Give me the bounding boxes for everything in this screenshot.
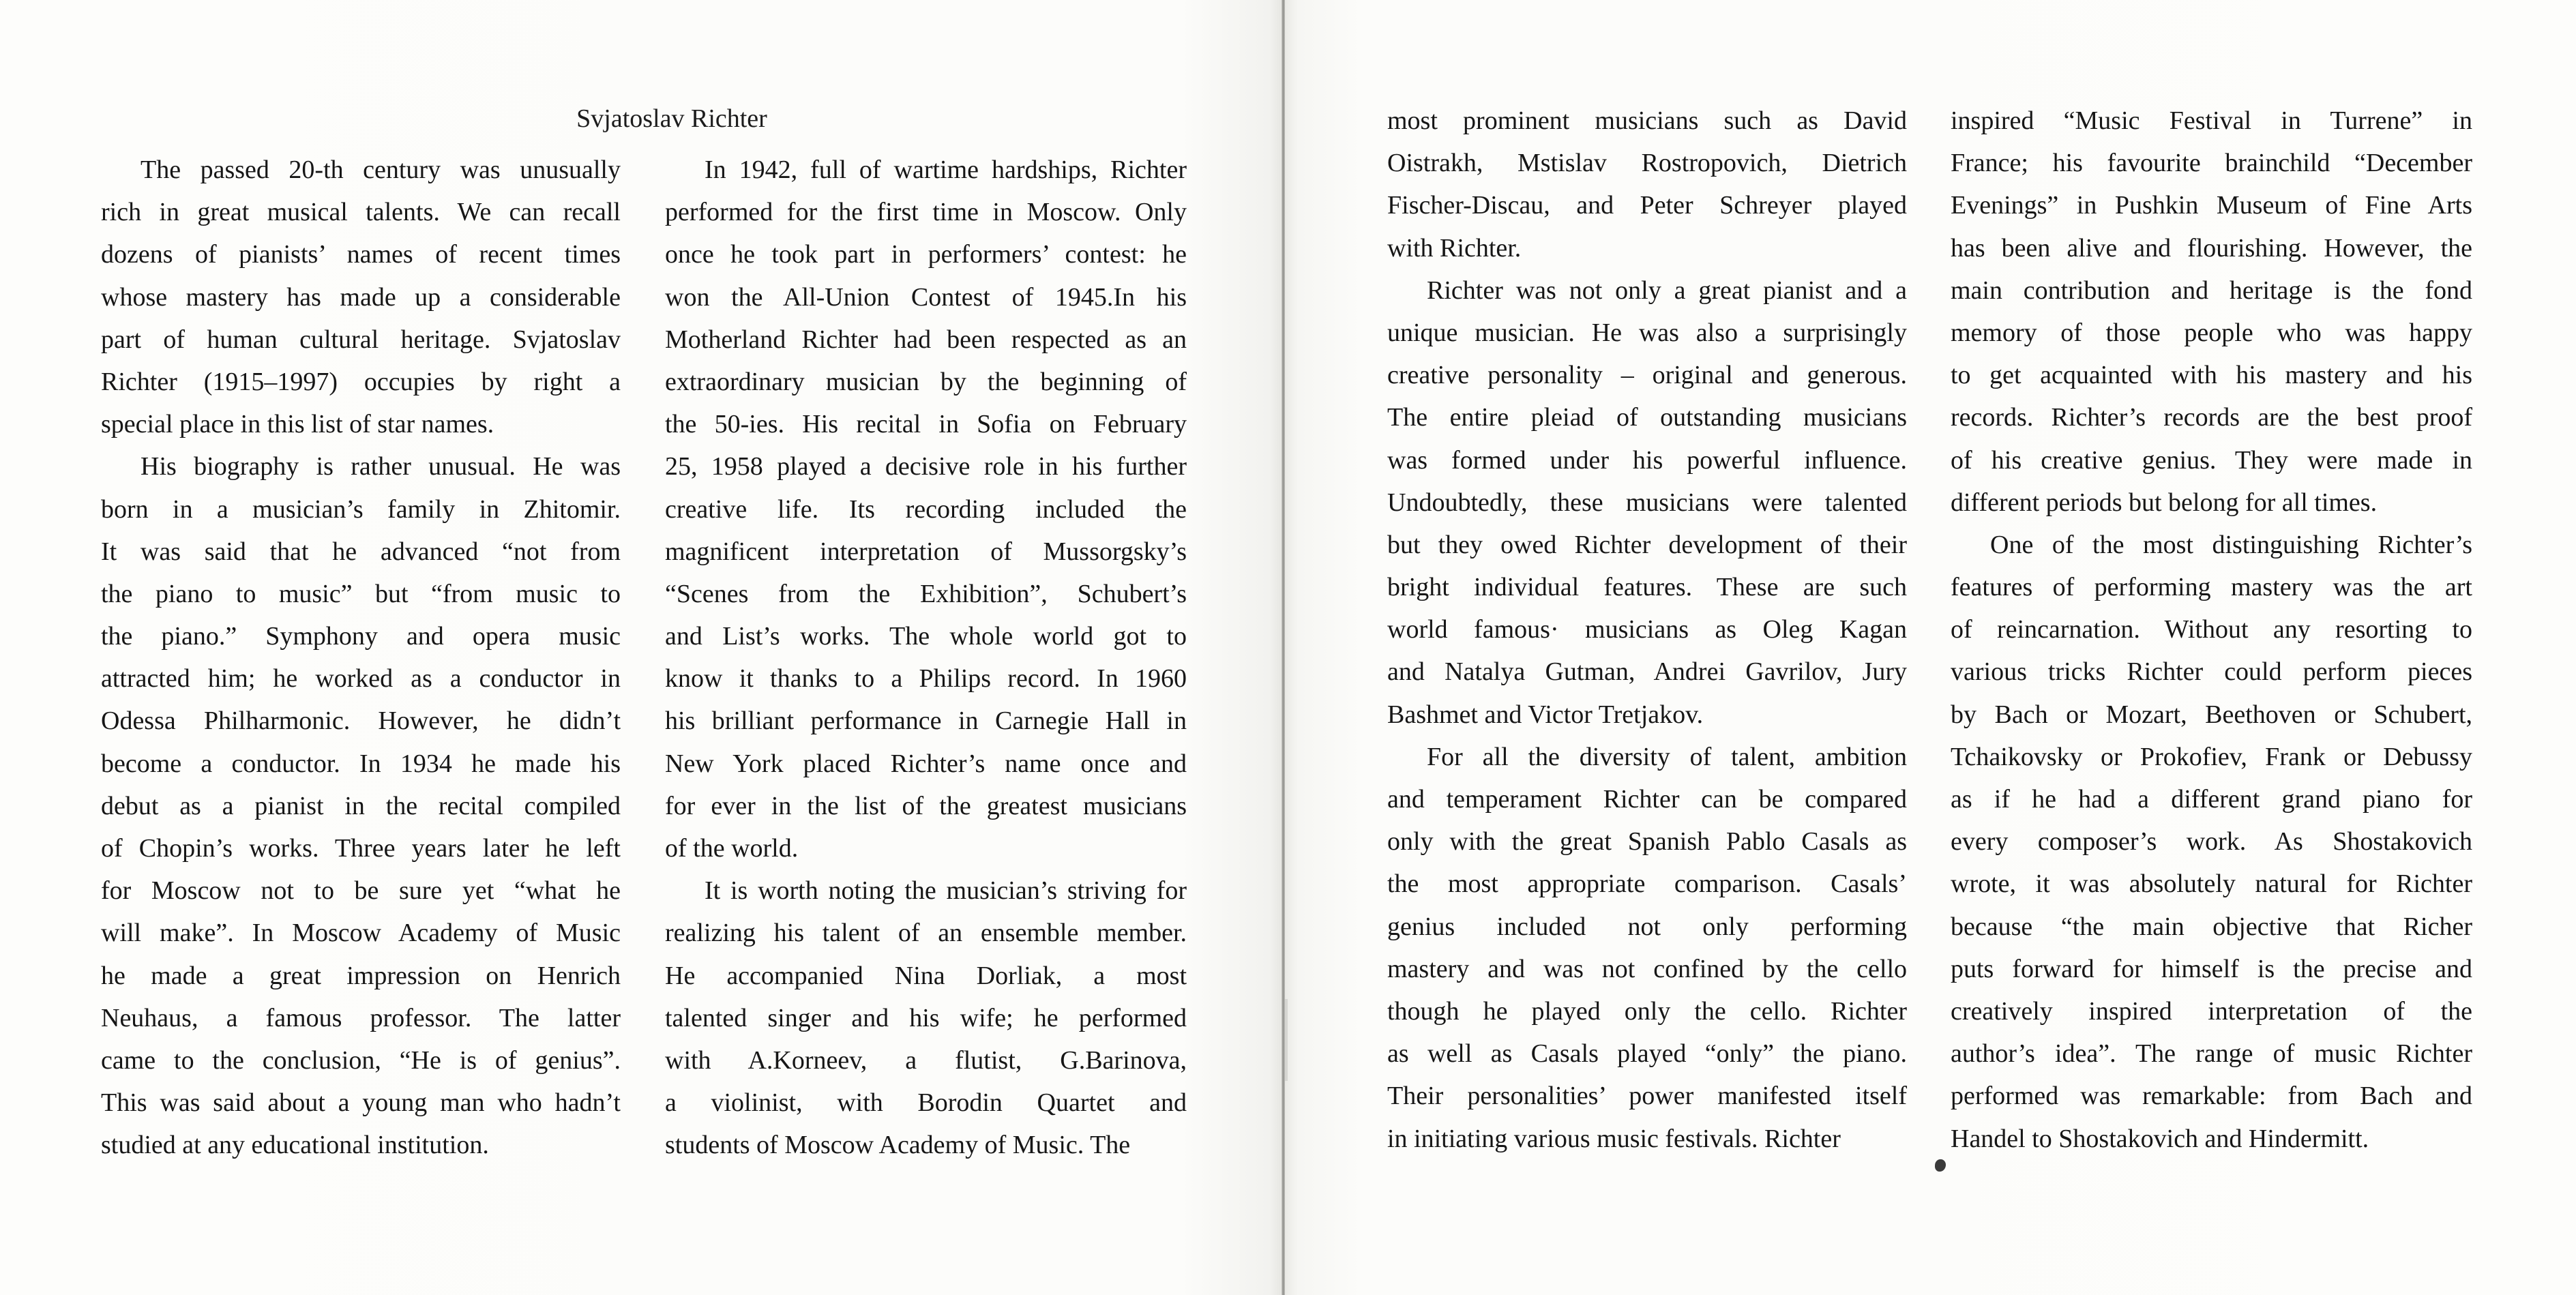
text-line: most prominent musicians such as David <box>1387 106 1907 135</box>
text-line: For all the diversity of talent, ambition <box>1427 742 1907 771</box>
text-line: creative personality – original and generous. <box>1387 361 1907 390</box>
text-line: Motherland Richter had been respected as an <box>665 325 1187 354</box>
text-column-3 <box>1387 100 1907 1160</box>
text-line: magnificent interpretation of Mussorgsky’s <box>665 537 1187 566</box>
text-line: performed was remarkable: from Bach and <box>1951 1082 2472 1111</box>
text-column-1 <box>101 149 621 1167</box>
text-line: because “the main objective that Richer <box>1951 912 2472 941</box>
text-line: of Chopin’s works. Three years later he left <box>101 834 621 863</box>
text-line: unique musician. He was also a surprisingly <box>1387 318 1907 347</box>
text-line: know it thanks to a Philips record. In 1960 <box>665 664 1187 694</box>
text-line: the 50-ies. His recital in Sofia on February <box>665 410 1187 439</box>
text-line: Tchaikovsky or Prokofiev, Frank or Debussy <box>1951 742 2472 771</box>
text-line: will make”. In Moscow Academy of Music <box>101 919 621 948</box>
text-line: Undoubtedly, these musicians were talented <box>1387 488 1907 517</box>
text-line: as if he had a different grand piano for <box>1951 785 2472 814</box>
text-line: His biography is rather unusual. He was <box>140 452 621 481</box>
text-line: New York placed Richter’s name once and <box>665 749 1187 778</box>
text-line: debut as a pianist in the recital compiled <box>101 791 621 820</box>
text-line: Evenings” in Pushkin Museum of Fine Arts <box>1951 191 2472 220</box>
text-line: In 1942, full of wartime hardships, Richter <box>705 155 1187 184</box>
text-line: a violinist, with Borodin Quartet and <box>665 1088 1187 1118</box>
text-line: whose mastery has made up a considerable <box>101 282 621 312</box>
text-line: memory of those people who was happy <box>1951 318 2472 347</box>
text-line: main contribution and heritage is the fond <box>1951 276 2472 305</box>
text-line: with Richter. <box>1387 233 1522 263</box>
text-column-2 <box>665 149 1187 1167</box>
paragraph <box>665 869 1187 1166</box>
text-line: become a conductor. In 1934 he made his <box>101 749 621 778</box>
text-line: and Natalya Gutman, Andrei Gavrilov, Jury <box>1387 657 1907 687</box>
text-line: world famous· musicians as Oleg Kagan <box>1387 615 1907 644</box>
text-line: talented singer and his wife; he performed <box>665 1003 1187 1032</box>
text-line: as well as Casals played “only” the piano. <box>1387 1039 1907 1069</box>
paragraph <box>101 149 621 445</box>
text-line: won the All-Union Contest of 1945.In his <box>665 282 1187 312</box>
text-line: for Moscow not to be sure yet “what he <box>101 876 621 906</box>
text-line: of his creative genius. They were made in <box>1951 445 2472 475</box>
paragraph <box>1387 100 1907 269</box>
text-line: inspired “Music Festival in Turrene” in <box>1951 106 2472 135</box>
text-line: author’s idea”. The range of music Richter <box>1951 1039 2472 1069</box>
text-line: Neuhaus, a famous professor. The latter <box>101 1003 621 1032</box>
crease-mark <box>1285 999 1288 1081</box>
text-line: with A.Korneev, a flutist, G.Barinova, <box>665 1045 1187 1075</box>
text-line: records. Richter’s records are the best proof <box>1951 403 2472 432</box>
text-line: by Bach or Mozart, Beethoven or Schubert, <box>1951 700 2472 729</box>
text-line: Fischer-Discau, and Peter Schreyer played <box>1387 191 1907 220</box>
text-line: in initiating various music festivals. Richter <box>1387 1124 1841 1153</box>
text-line: studied at any educational institution. <box>101 1131 489 1160</box>
text-line: only with the great Spanish Pablo Casals as <box>1387 827 1907 857</box>
text-line: “Scenes from the Exhibition”, Schubert’s <box>665 579 1187 608</box>
text-line: bright individual features. These are such <box>1387 573 1907 602</box>
text-line: puts forward for himself is the precise and <box>1951 954 2472 983</box>
text-line: Oistrakh, Mstislav Rostropovich, Dietrich <box>1387 149 1907 178</box>
text-line: once he took part in performers’ contest: he <box>665 240 1187 269</box>
paragraph <box>1387 269 1907 736</box>
text-line: 25, 1958 played a decisive role in his further <box>665 452 1187 481</box>
text-line: Bashmet and Victor Tretjakov. <box>1387 700 1704 729</box>
text-line: features of performing mastery was the art <box>1951 573 2472 602</box>
paragraph <box>1951 524 2472 1160</box>
text-line: of the world. <box>665 834 799 863</box>
text-line: This was said about a young man who hadn’t <box>101 1088 621 1118</box>
text-line: the most appropriate comparison. Casals’ <box>1387 869 1907 899</box>
text-line: rich in great musical talents. We can recall <box>101 198 621 227</box>
text-line: It was said that he advanced “not from <box>101 537 621 566</box>
paragraph <box>665 149 1187 869</box>
text-line: mastery and was not confined by the cello <box>1387 954 1907 983</box>
text-line: creatively inspired interpretation of the <box>1951 996 2472 1026</box>
paragraph <box>1951 100 2472 524</box>
text-line: performed for the first time in Moscow. Only <box>665 198 1187 227</box>
text-line: for ever in the list of the greatest musicians <box>665 791 1187 820</box>
text-line: realizing his talent of an ensemble member. <box>665 919 1187 948</box>
text-line: born in a musician’s family in Zhitomir. <box>101 494 621 524</box>
text-line: the piano to music” but “from music to <box>101 579 621 608</box>
paragraph <box>101 445 621 1166</box>
text-line: extraordinary musician by the beginning of <box>665 367 1187 396</box>
text-line: and temperament Richter can be compared <box>1387 785 1907 814</box>
text-line: The passed 20-th century was unusually <box>140 155 621 184</box>
text-line: wrote, it was absolutely natural for Richter <box>1951 869 2472 899</box>
text-line: special place in this list of star names. <box>101 410 494 439</box>
text-line: various tricks Richter could perform pieces <box>1951 657 2472 687</box>
text-line: students of Moscow Academy of Music. The <box>665 1131 1131 1160</box>
text-line: attracted him; he worked as a conductor in <box>101 664 621 694</box>
text-line: Their personalities’ power manifested itself <box>1387 1082 1907 1111</box>
text-line: to get acquainted with his mastery and his <box>1951 361 2472 390</box>
text-line: part of human cultural heritage. Svjatoslav <box>101 325 621 354</box>
text-line: dozens of pianists’ names of recent times <box>101 240 621 269</box>
text-line: Odessa Philharmonic. However, he didn’t <box>101 706 621 736</box>
text-line: One of the most distinguishing Richter’s <box>1990 530 2472 559</box>
text-line: The entire pleiad of outstanding musicians <box>1387 403 1907 432</box>
text-line: was formed under his powerful influence. <box>1387 445 1907 475</box>
text-line: came to the conclusion, “He is of genius”. <box>101 1045 621 1075</box>
text-line: though he played only the cello. Richter <box>1387 996 1907 1026</box>
text-line: It is worth noting the musician’s striving for <box>705 876 1187 906</box>
text-line: but they owed Richter development of their <box>1387 530 1907 559</box>
text-line: Richter was not only a great pianist and a <box>1427 276 1907 305</box>
text-column-4 <box>1951 100 2472 1160</box>
text-line: has been alive and flourishing. However, the <box>1951 233 2472 263</box>
booklet-fold <box>1282 0 1285 1295</box>
text-line: the piano.” Symphony and opera music <box>101 622 621 651</box>
text-line: Richter (1915–1997) occupies by right a <box>101 367 621 396</box>
paragraph <box>1387 736 1907 1160</box>
text-line: his brilliant performance in Carnegie Hall in <box>665 706 1187 736</box>
text-line: of reincarnation. Without any resorting to <box>1951 615 2472 644</box>
text-line: different periods but belong for all times. <box>1951 488 2378 517</box>
text-line: and List’s works. The whole world got to <box>665 622 1187 651</box>
running-title: Svjatoslav Richter <box>576 104 767 133</box>
text-line: he made a great impression on Henrich <box>101 961 621 990</box>
text-line: Handel to Shostakovich and Hindermitt. <box>1951 1124 2369 1153</box>
text-line: creative life. Its recording included the <box>665 494 1187 524</box>
text-line: He accompanied Nina Dorliak, a most <box>665 961 1187 990</box>
text-line: genius included not only performing <box>1387 912 1907 941</box>
text-line: every composer’s work. As Shostakovich <box>1951 827 2472 857</box>
text-line: France; his favourite brainchild “December <box>1951 149 2472 178</box>
